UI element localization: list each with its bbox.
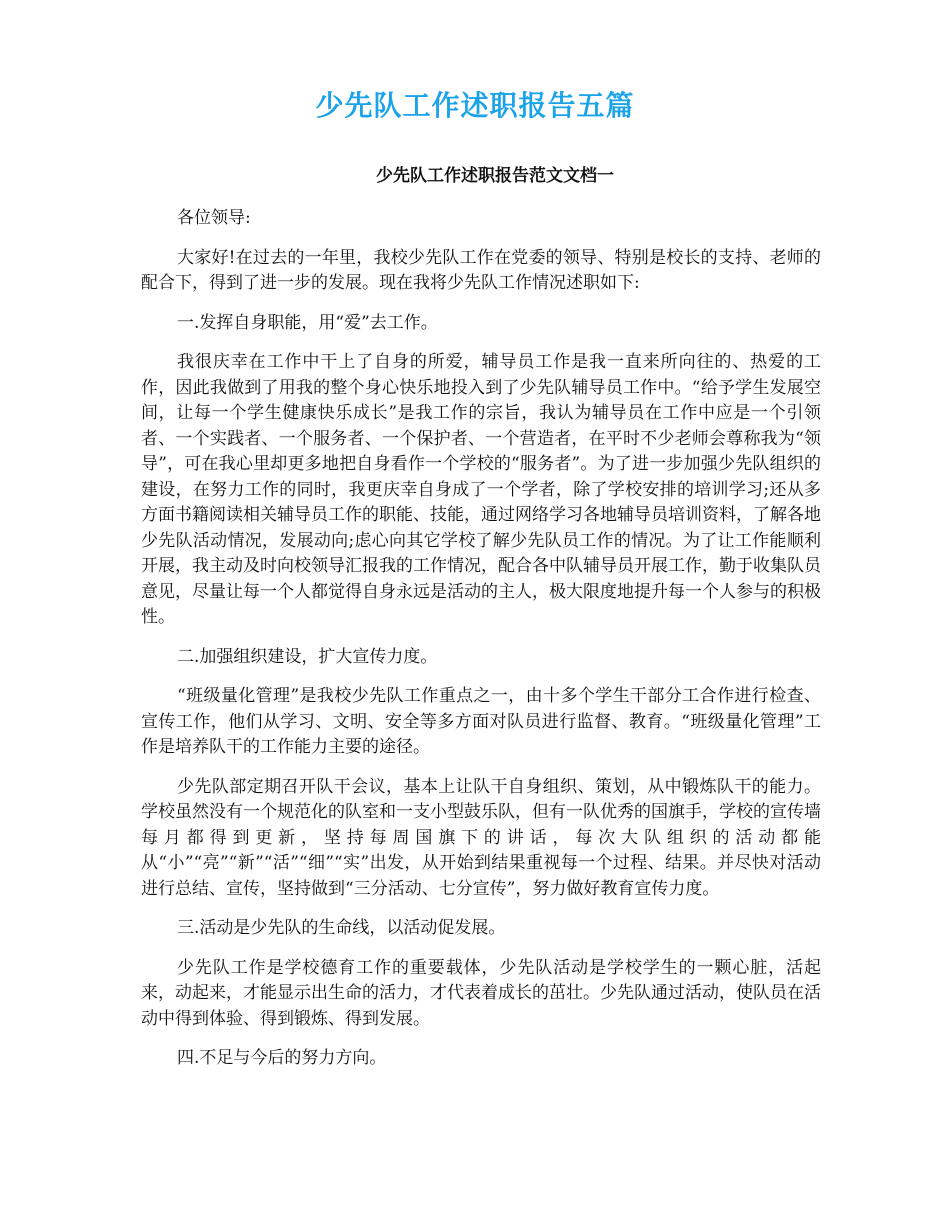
body-paragraph: 我很庆幸在工作中干上了自身的所爱，辅导员工作是我一直来所向往的、热爱的工作，因此我做到了用我的整个身心快乐地投入到了少先队辅导员工作中。“给予学生发展空间，让每一个学生健康快乐成长”是我工作的宗旨，我认为辅导员在工作中应是一个引领者、一个实践者、一个服务者、一个保护者、一个营造者，在平时不少老师会尊称我为“领导”，可在我心里却更多地把自身看作一个学校的“服务者”。为了进一步加强少先队组织的建设，在努力工作的同时，我更庆幸自身成了一个学者，除了学校安排的培训学习;还从多方面书籍阅读相关辅导员工作的职能、技能，通过网络学习各地辅导员培训资料，了解各地少先队活动情况，发展动向;虑心向其它学校了解少先队员工作的情况。为了让工作能顺利开展，我主动及时向校领导汇报我的工作情况，配合各中队辅导员开展工作，勤于收集队员意见，尽量让每一个人都觉得自身永远是活动的主人，极大限度地提升每一个人参与的积极性。 — [141, 352, 821, 627]
section-heading-1: 一.发挥自身职能，用“爱”去工作。 — [177, 312, 438, 333]
document-title: 少先队工作述职报告五篇 — [315, 89, 635, 122]
section-heading-2: 二.加强组织建设，扩大宣传力度。 — [177, 646, 438, 667]
document-body — [141, 206, 821, 1086]
document-subtitle: 少先队工作述职报告范文文档一 — [376, 166, 614, 186]
body-paragraph: 少先队工作是学校德育工作的重要载体，少先队活动是学校学生的一颗心脏，活起来，动起来，才能显示出生命的活力，才代表着成长的茁壮。少先队通过活动，使队员在活动中得到体验、得到锻炼、得到发展。 — [141, 957, 821, 1029]
body-paragraph: “班级量化管理”是我校少先队工作重点之一，由十多个学生干部分工合作进行检查、宣传工作，他们从学习、文明、安全等多方面对队员进行监督、教育。“班级量化管理”工作是培养队干的工作能力主要的途径。 — [141, 686, 821, 757]
section-heading-3: 三.活动是少先队的生命线，以活动促发展。 — [177, 918, 506, 938]
body-paragraph: 少先队部定期召开队干会议，基本上让队干自身组织、策划，从中锻炼队干的能力。学校虽然没有一个规范化的队室和一支小型鼓乐队，但有一队优秀的国旗手，学校的宣传墙每月都得到更新，坚持每周国旗下的讲话，每次大队组织的活动都能从“小”“亮”“新”“活”“细”“实”出发，从开始到结果重视每一个过程、结果。并尽快对活动进行总结、宣传，坚持做到“三分活动、七分宣传”，努力做好教育宣传力度。 — [141, 776, 821, 899]
section-heading-4: 四.不足与今后的努力方向。 — [177, 1048, 387, 1068]
intro-paragraph: 大家好!在过去的一年里，我校少先队工作在党委的领导、特别是校长的支持、老师的配合下，得到了进一步的发展。现在我将少先队工作情况述职如下: — [141, 247, 821, 293]
salutation-paragraph: 各位领导: — [177, 208, 251, 228]
